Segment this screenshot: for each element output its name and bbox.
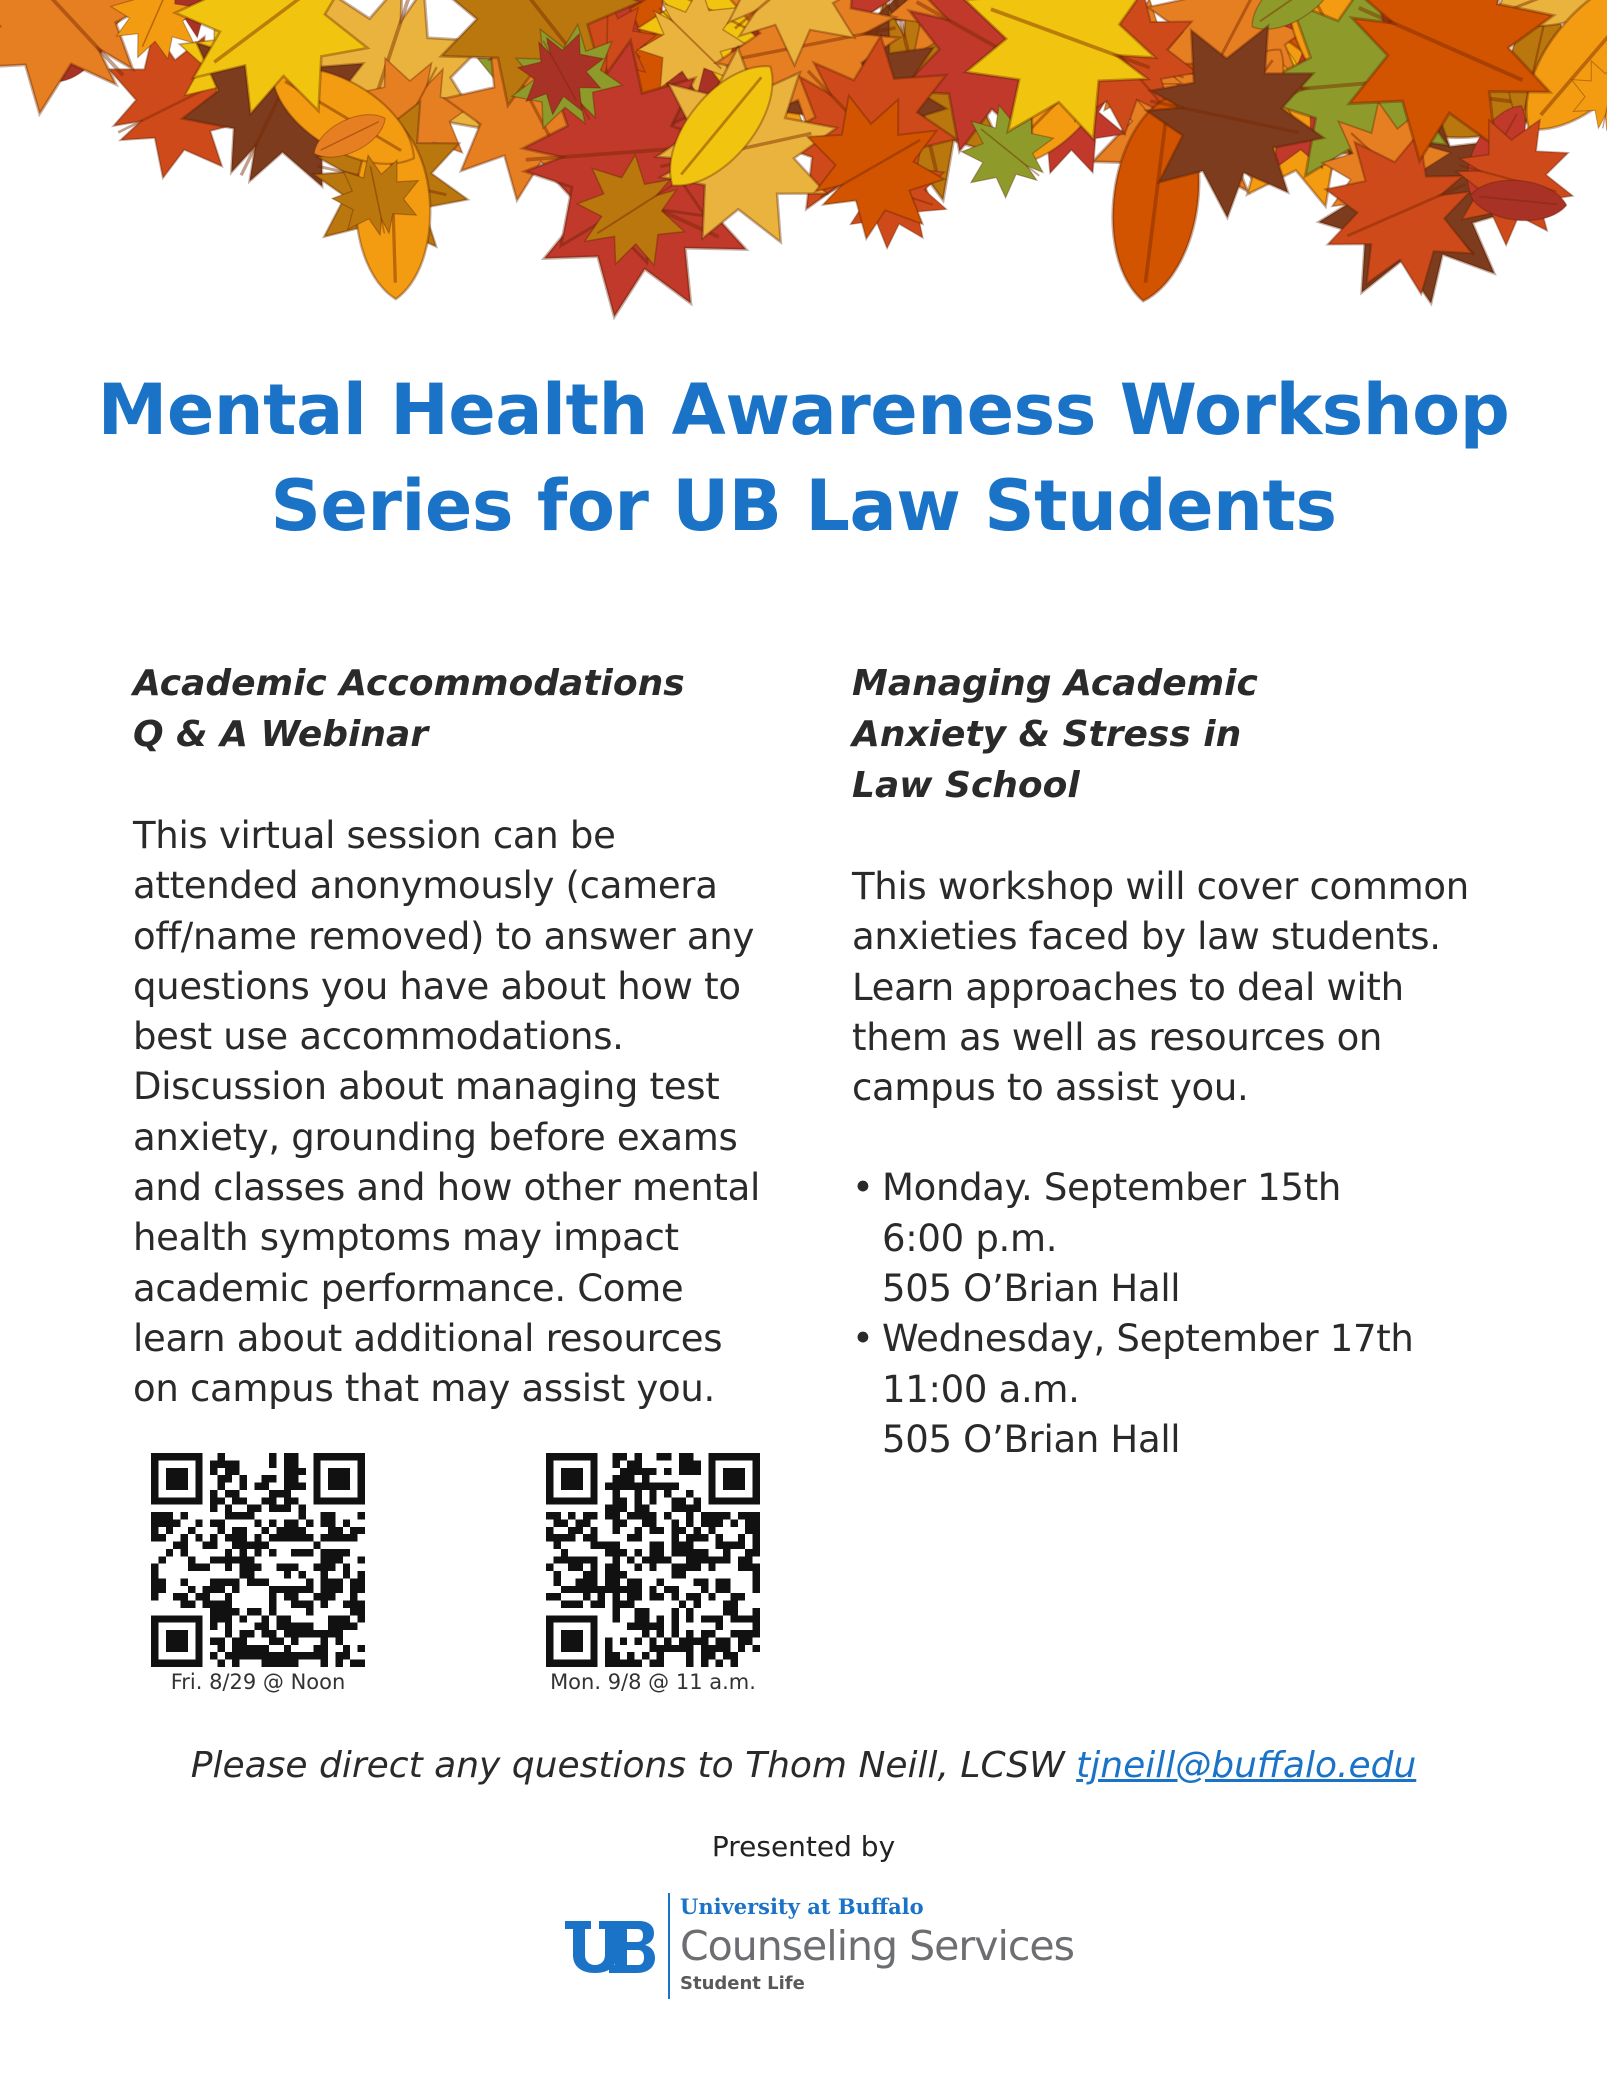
session-location: 505 O’Brian Hall [882, 1417, 1181, 1461]
body-line: off/name removed) to answer any [133, 914, 755, 958]
body-line: Learn approaches to deal with [852, 965, 1404, 1009]
contact-text: Please direct any questions to Thom Neill, LCSW [190, 1745, 1077, 1786]
body-line: them as well as resources on [852, 1015, 1383, 1059]
body-line: best use accommodations. [133, 1015, 624, 1059]
body-line: attended anonymously (camera [133, 864, 718, 908]
body-line: Discussion about managing test [133, 1065, 720, 1109]
session-location: 505 O’Brian Hall [882, 1267, 1181, 1311]
logo-university: University at Buffalo [680, 1894, 924, 1919]
left-session-description [133, 811, 813, 1415]
right-title-line: Law School [852, 765, 1080, 806]
presented-by: Presented by [711, 1830, 896, 1863]
logo-text [680, 1893, 1074, 1997]
autumn-leaves-banner [0, 0, 1607, 320]
contact-line [0, 1745, 1607, 1786]
body-line: learn about additional resources [133, 1316, 723, 1360]
left-session-title [133, 658, 813, 760]
title-line-2: Series for UB Law Students [270, 465, 1337, 547]
left-title-line: Academic Accommodations [133, 663, 685, 704]
qr-code-icon[interactable] [151, 1453, 365, 1667]
body-line: health symptoms may impact [133, 1216, 679, 1260]
body-line: anxiety, grounding before exams [133, 1115, 738, 1159]
left-session [133, 658, 813, 1415]
session-time: 11:00 a.m. [882, 1367, 1080, 1411]
session-time: 6:00 p.m. [882, 1216, 1058, 1260]
title-line-1: Mental Health Awareness Workshop [97, 369, 1510, 451]
body-line: on campus that may assist you. [133, 1367, 715, 1411]
qr-caption-1: Fri. 8/29 @ Noon [170, 1670, 346, 1694]
ub-counseling-logo [565, 1893, 1085, 2003]
qr-caption-2: Mon. 9/8 @ 11 a.m. [550, 1670, 756, 1694]
body-line: This virtual session can be [133, 814, 616, 857]
body-line: This workshop will cover common [852, 865, 1469, 908]
session-dates-list [852, 1163, 1532, 1465]
body-line: academic performance. Come [133, 1266, 684, 1310]
session-date-item [852, 1163, 1532, 1314]
logo-subunit: Student Life [680, 1973, 805, 1994]
session-day: • Wednesday, September 17th [882, 1317, 1414, 1361]
right-session-description [852, 862, 1532, 1113]
ub-logo-icon [565, 1921, 655, 1973]
left-title-line: Q & A Webinar [133, 714, 429, 755]
right-session [852, 658, 1532, 1465]
contact-email-link[interactable]: tjneill@buffalo.edu [1076, 1745, 1417, 1786]
right-session-title [852, 658, 1532, 811]
logo-divider [668, 1893, 670, 1999]
body-line: campus to assist you. [852, 1066, 1249, 1110]
qr-code-icon[interactable] [546, 1453, 760, 1667]
body-line: anxieties faced by law students. [852, 915, 1441, 959]
session-date-item [852, 1314, 1532, 1465]
right-title-line: Managing Academic [852, 663, 1258, 704]
logo-department: Counseling Services [680, 1922, 1074, 1970]
session-day: • Monday. September 15th [882, 1166, 1342, 1210]
body-line: and classes and how other mental [133, 1166, 760, 1210]
page-title [0, 362, 1607, 554]
right-title-line: Anxiety & Stress in [852, 714, 1242, 755]
body-line: questions you have about how to [133, 964, 741, 1008]
